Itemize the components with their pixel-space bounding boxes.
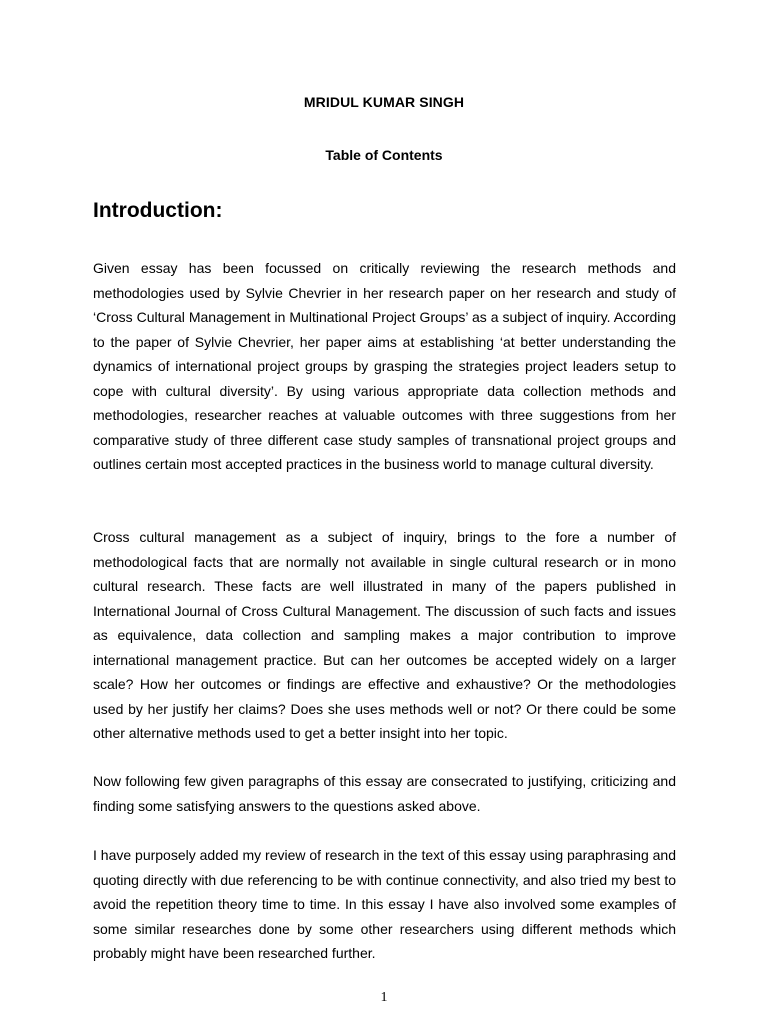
table-of-contents-title: Table of Contents (325, 147, 443, 163)
paragraph: I have purposely added my review of research in the text of this essay using paraphrasing and quoting directly with due referencing to be with continue connectivity, and also tried my best to avoid the repetition theory time to time. In this essay I have also involved some examples of some similar researches done by some other researchers using different methods which probably might have been researched further. (93, 847, 676, 961)
paragraph: Now following few given paragraphs of this essay are consecrated to justifying, criticizing and finding some satisfying answers to the questions asked above. (93, 773, 676, 814)
section-heading-introduction: Introduction: (93, 199, 223, 222)
paragraph: Given essay has been focussed on critically reviewing the research methods and methodologies used by Sylvie Chevrier in her research paper on her research and study of ‘Cross Cultural Management in Multinational Project Groups’ as a subject of inquiry. According to the paper of Sylvie Chevrier, her paper aims at establishing ‘at better understanding the dynamics of international project groups by grasping the strategies project leaders setup to cope with cultural diversity’. By using various appropriate data collection methods and methodologies, researcher reaches at valuable outcomes with three suggestions from her comparative study of three different case study samples of transnational project groups and outlines certain most accepted practices in the business world to manage cultural diversity. (93, 260, 676, 472)
paragraph: Cross cultural management as a subject of inquiry, brings to the fore a number of methodological facts that are normally not available in single cultural research or in mono cultural research. These facts are well illustrated in many of the papers published in International Journal of Cross Cultural Management. The discussion of such facts and issues as equivalence, data collection and sampling makes a major contribution to improve international management practice. But can her outcomes be accepted widely on a larger scale? How her outcomes or findings are effective and exhaustive? Or the methodologies used by her justify her claims? Does she uses methods well or not? Or there could be some other alternative methods used to get a better insight into her topic. (93, 529, 676, 741)
page-number: 1 (380, 990, 388, 1005)
author-name: MRIDUL KUMAR SINGH (303, 94, 465, 110)
